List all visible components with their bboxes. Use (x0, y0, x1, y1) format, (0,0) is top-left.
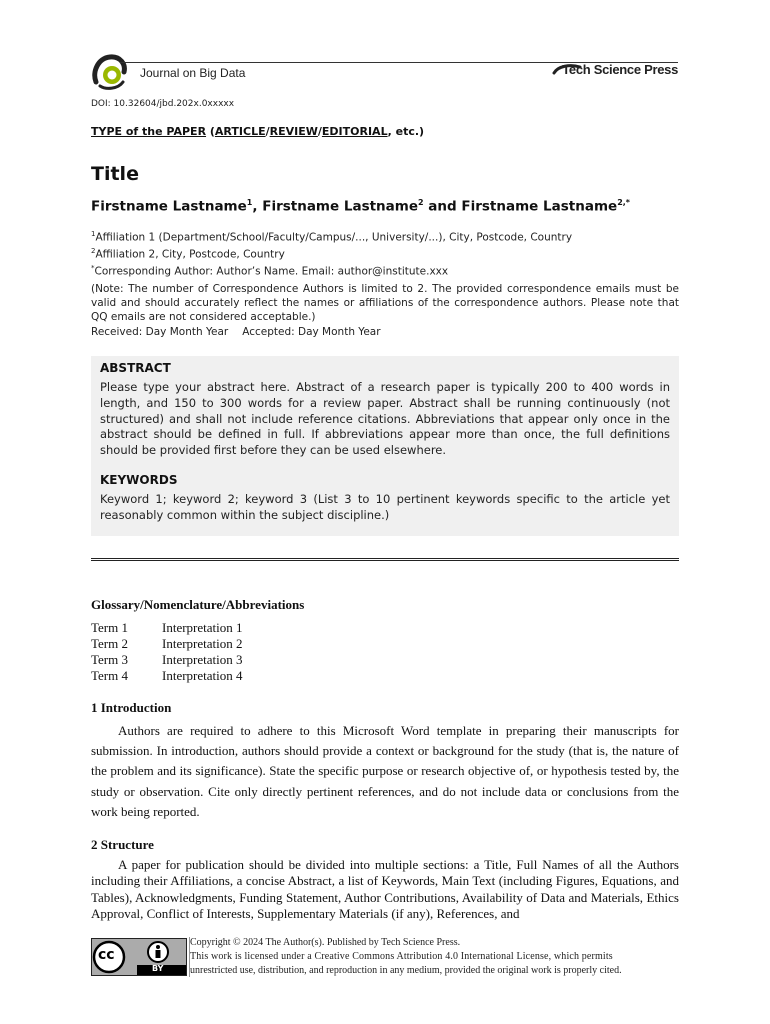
author-list (91, 198, 630, 215)
author-2: Firstname Lastname (262, 198, 419, 215)
glossary-row (91, 620, 243, 636)
cc-by-badge (91, 938, 187, 976)
paper-type-editorial: EDITORIAL (321, 125, 388, 138)
glossary-term: Term 2 (91, 636, 128, 651)
structure-heading: 2 Structure (91, 837, 154, 852)
introduction-heading: 1 Introduction (91, 700, 172, 715)
glossary-term: Term 1 (91, 620, 128, 635)
accepted-date: Accepted: Day Month Year (242, 326, 381, 338)
paper-type-slash: / (265, 125, 270, 138)
dates (91, 326, 381, 338)
received-date: Received: Day Month Year (91, 326, 229, 338)
glossary-term: Term 3 (91, 652, 128, 667)
glossary-meaning: Interpretation 2 (162, 636, 243, 651)
affiliation-1-sup: 1 (91, 230, 96, 238)
paper-type-prefix: TYPE of the PAPER (91, 125, 207, 138)
abstract-heading: ABSTRACT (100, 361, 171, 375)
abstract-text: Please type your abstract here. Abstract of a research paper is typically 200 to 400 words in length, and 150 to 300 words for a review paper. Abstract shall be running continuously (not structured) and shall not include reference citations. Abbreviations that appear only once in the abstract should be defined in full. If abbreviations appear more than once, the full definitions should be provided first before they can be used elsewhere. (100, 380, 670, 458)
author-3: Firstname Lastname (461, 198, 618, 215)
affiliation-1 (91, 230, 572, 244)
glossary-meaning: Interpretation 4 (162, 668, 243, 683)
keywords-heading: KEYWORDS (100, 473, 178, 487)
affiliation-2 (91, 247, 285, 261)
by-label: BY (152, 964, 164, 973)
paper-type (91, 125, 424, 138)
publisher-name: Tech Science Press (562, 62, 678, 77)
corresponding-text: Corresponding Author: Author’s Name. Email: author@institute.xxx (94, 265, 449, 278)
section-divider (91, 558, 679, 559)
glossary-heading: Glossary/Nomenclature/Abbreviations (91, 597, 305, 612)
paper-type-slash: / (317, 125, 322, 138)
paper-type-review: REVIEW (269, 125, 318, 138)
author-1-sup: 1 (246, 198, 253, 207)
journal-logo (90, 52, 130, 90)
introduction-text: Authors are required to adhere to this Microsoft Word template in preparing their manuscripts for submission. In introduction, authors should provide a context or background for the study (that is, the nature of the problem and its significance). State the specific purpose or research objective of, or hypothesis tested by, the study or observation. Cite only directly pertinent references, and do not include data or conclusions from the work being reported. (91, 723, 679, 819)
publisher-logo (552, 61, 678, 79)
keywords-text: Keyword 1; keyword 2; keyword 3 (List 3 to 10 pertinent keywords specific to the article yet reasonably common within the subject discipline.) (100, 492, 670, 522)
paper-title: Title (91, 163, 139, 185)
author-2-sup: 2 (418, 198, 424, 207)
glossary-row (91, 652, 243, 668)
paper-type-open: ( (206, 125, 215, 138)
author-sep: and (423, 198, 462, 215)
license-line-2: unrestricted use, distribution, and reproduction in any medium, provided the original work is properly cited. (190, 965, 622, 976)
section-divider-second (91, 560, 679, 561)
structure-text: A paper for publication should be divided into multiple sections: a Title, Full Names of all the Authors including their Affiliations, a concise Abstract, a list of Keywords, Main Text (including Figures, Equations, and Tables), Acknowledgments, Funding Statement, Author Contributions, Availability of Data and Materials, Ethics Approval, Conflict of Interests, Supplementary Materials (if any), References, and (91, 857, 679, 921)
correspondence-note: (Note: The number of Correspondence Authors is limited to 2. The provided correspondence emails must be valid and should accurately reflect the names or affiliations of the correspondence authors. Please note that QQ emails are not considered acceptable.) (91, 283, 679, 323)
paper-type-article: ARTICLE (214, 125, 266, 138)
license-line-1: This work is licensed under a Creative Commons Attribution 4.0 International License, which permits (190, 951, 613, 962)
glossary-meaning: Interpretation 3 (162, 652, 243, 667)
affiliation-1-text: Affiliation 1 (Department/School/Faculty/Campus/..., University/...), City, Postcode, Country (95, 231, 573, 244)
doi: DOI: 10.32604/jbd.202x.0xxxxx (91, 99, 235, 109)
glossary-meaning: Interpretation 1 (162, 620, 243, 635)
affiliation-2-sup: 2 (91, 247, 96, 255)
glossary-row (91, 668, 243, 684)
corresponding-sup: * (91, 264, 95, 272)
cc-label: cc (98, 947, 115, 963)
corresponding-author (91, 264, 448, 278)
journal-name: Journal on Big Data (140, 66, 246, 80)
glossary-row (91, 636, 243, 652)
copyright-line: Copyright © 2024 The Author(s). Published by Tech Science Press. (190, 937, 461, 948)
author-1: Firstname Lastname (91, 198, 247, 215)
paper-type-suffix: , etc.) (387, 125, 425, 138)
glossary-term: Term 4 (91, 668, 128, 683)
author-3-sup: 2,* (617, 198, 630, 207)
affiliation-2-text: Affiliation 2, City, Postcode, Country (95, 248, 285, 261)
author-sep: , (252, 198, 263, 215)
abstract-box (91, 356, 679, 536)
